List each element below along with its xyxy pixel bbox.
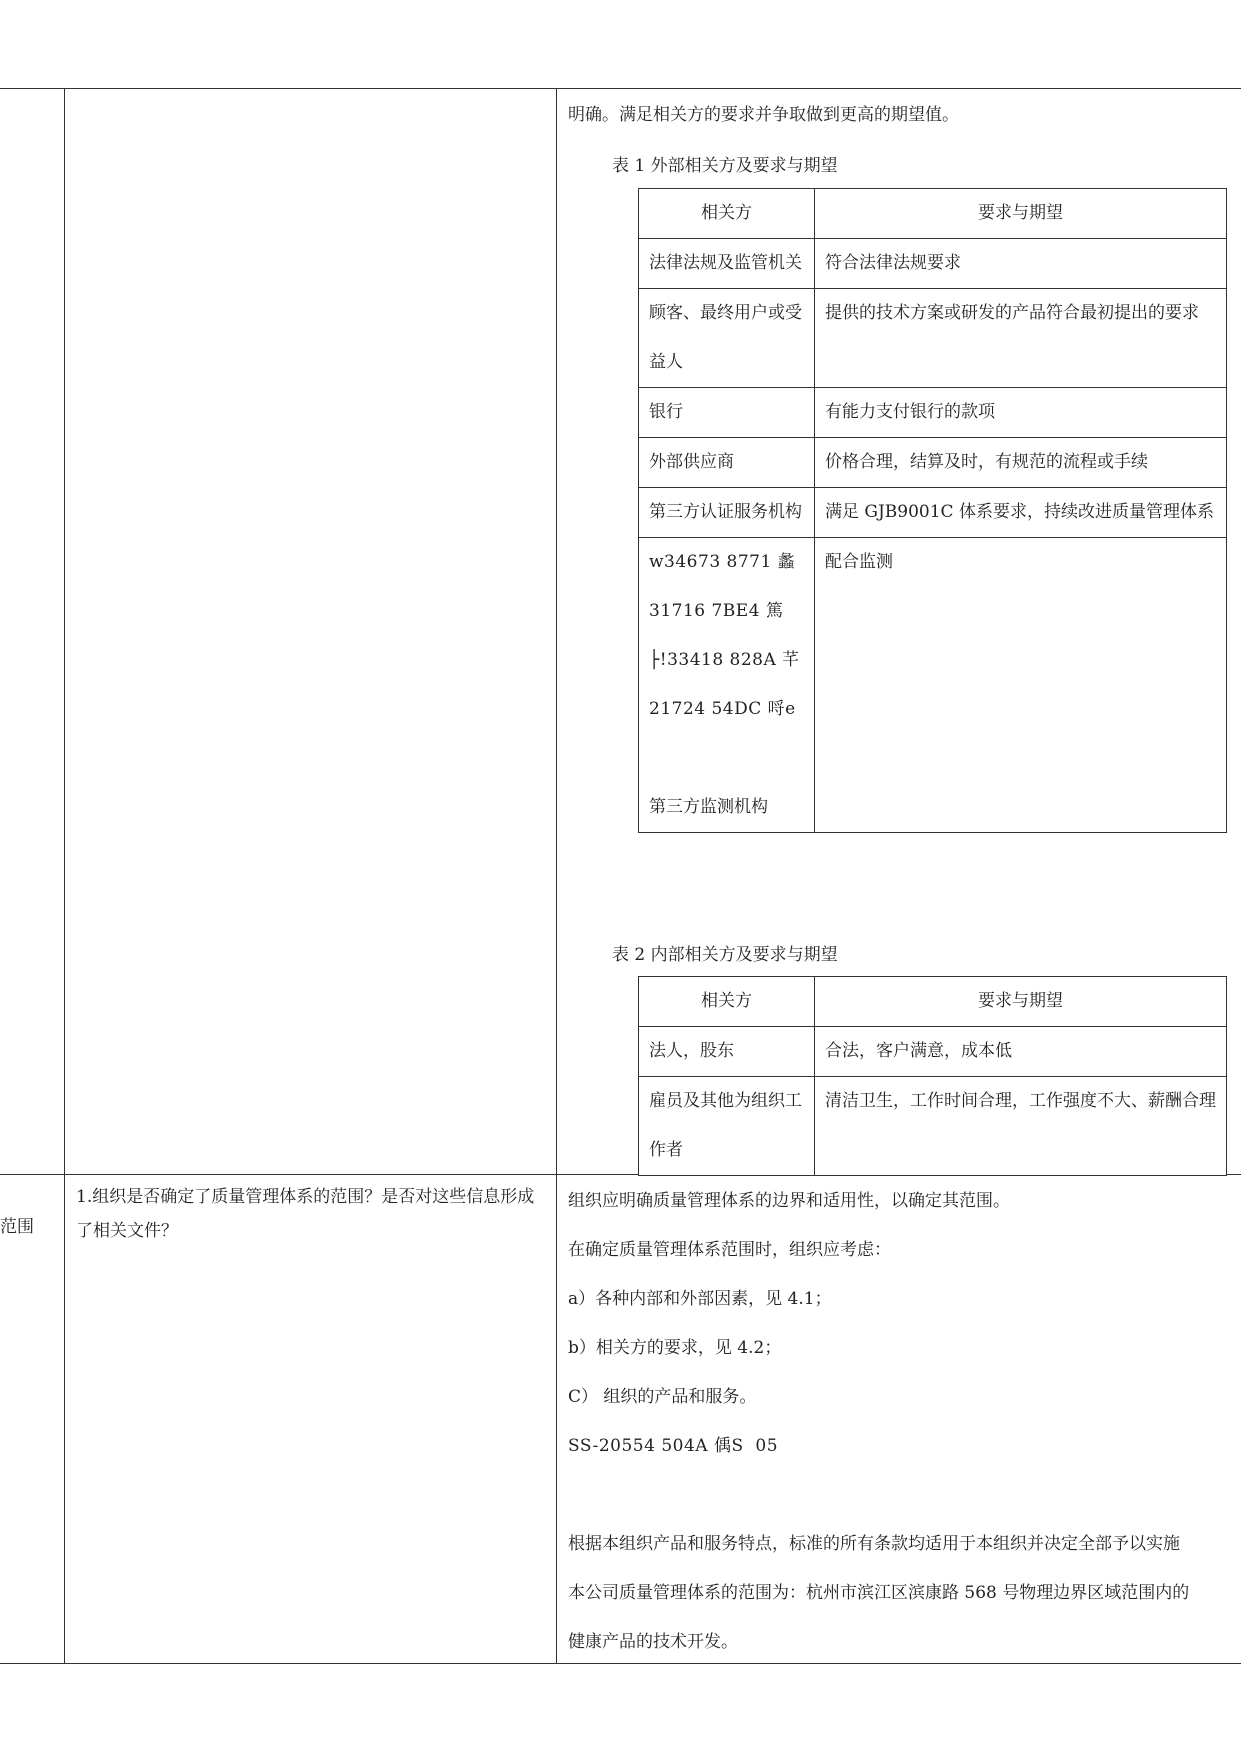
table2-caption: 表 2 内部相关方及要求与期望 — [612, 945, 838, 965]
header-expectation: 要求与期望 — [815, 977, 1227, 1027]
party-cell: 第三方认证服务机构 — [639, 488, 815, 538]
table-row — [639, 1077, 1227, 1176]
table-row — [639, 488, 1227, 538]
party-cell: 外部供应商 — [639, 438, 815, 488]
party-cell: 法律法规及监管机关 — [639, 239, 815, 289]
party-line: w34673 8771 蠡 — [649, 552, 796, 572]
party-line: 31716 7BE4 篤 — [649, 601, 784, 621]
header-party: 相关方 — [639, 977, 815, 1027]
expectation-cell: 满足 GJB9001C 体系要求，持续改进质量管理体系 — [815, 488, 1227, 538]
continuation-text: 明确。满足相关方的要求并争取做到更高的期望值。 — [568, 105, 959, 125]
requirements-block — [568, 1186, 1241, 1676]
table-row — [639, 538, 1227, 833]
party-line: 21724 54DC 哷e — [649, 699, 796, 719]
requirement-line: SS-20554 504A 偊S 05 — [568, 1436, 779, 1456]
requirement-line: 组织应明确质量管理体系的边界和适用性，以确定其范围。 — [568, 1191, 1010, 1211]
party-cell: 雇员及其他为组织工作者 — [639, 1077, 815, 1176]
internal-parties-table — [638, 976, 1227, 1176]
table-row — [639, 388, 1227, 438]
column-divider-1 — [64, 88, 65, 1664]
clause-label: 范围 — [0, 1217, 34, 1237]
table-header-row — [639, 977, 1227, 1027]
table1-caption: 表 1 外部相关方及要求与期望 — [612, 156, 838, 176]
requirement-line: a）各种内部和外部因素，见 4.1； — [568, 1289, 832, 1309]
requirement-line: 根据本组织产品和服务特点，标准的所有条款均适用于本组织并决定全部予以实施 — [568, 1534, 1180, 1554]
header-expectation: 要求与期望 — [815, 189, 1227, 239]
party-line-blank — [649, 734, 804, 783]
party-cell: 银行 — [639, 388, 815, 438]
expectation-cell: 提供的技术方案或研发的产品符合最初提出的要求 — [815, 289, 1227, 388]
party-cell: 顾客、最终用户或受益人 — [639, 289, 815, 388]
top-border — [0, 88, 1241, 89]
table-row — [639, 438, 1227, 488]
expectation-cell: 价格合理，结算及时，有规范的流程或手续 — [815, 438, 1227, 488]
party-cell: 法人，股东 — [639, 1027, 815, 1077]
requirement-line-blank — [568, 1480, 1241, 1529]
requirement-line: b）相关方的要求，见 4.2； — [568, 1338, 782, 1358]
table-row — [639, 1027, 1227, 1077]
table-header-row — [639, 189, 1227, 239]
party-cell-multiline — [639, 538, 815, 833]
requirement-line: C） 组织的产品和服务。 — [568, 1387, 757, 1407]
column-divider-2 — [556, 88, 557, 1664]
expectation-cell: 配合监测 — [815, 538, 1227, 833]
expectation-cell: 清洁卫生，工作时间合理，工作强度不大、薪酬合理 — [815, 1077, 1227, 1176]
requirement-line: 在确定质量管理体系范围时，组织应考虑： — [568, 1240, 891, 1260]
table-row — [639, 239, 1227, 289]
party-line: 第三方监测机构 — [649, 797, 768, 817]
requirement-line: 本公司质量管理体系的范围为：杭州市滨江区滨康路 568 号物理边界区域范围内的 — [568, 1583, 1190, 1603]
requirement-line: 健康产品的技术开发。 — [568, 1632, 738, 1652]
header-party: 相关方 — [639, 189, 815, 239]
expectation-cell: 合法，客户满意，成本低 — [815, 1027, 1227, 1077]
table-row — [639, 289, 1227, 388]
external-parties-table — [638, 188, 1227, 833]
expectation-cell: 符合法律法规要求 — [815, 239, 1227, 289]
audit-question: 1.组织是否确定了质量管理体系的范围？是否对这些信息形成了相关文件？ — [76, 1187, 535, 1241]
expectation-cell: 有能力支付银行的款项 — [815, 388, 1227, 438]
party-line: ├!33418 828A 芊 — [649, 650, 800, 670]
